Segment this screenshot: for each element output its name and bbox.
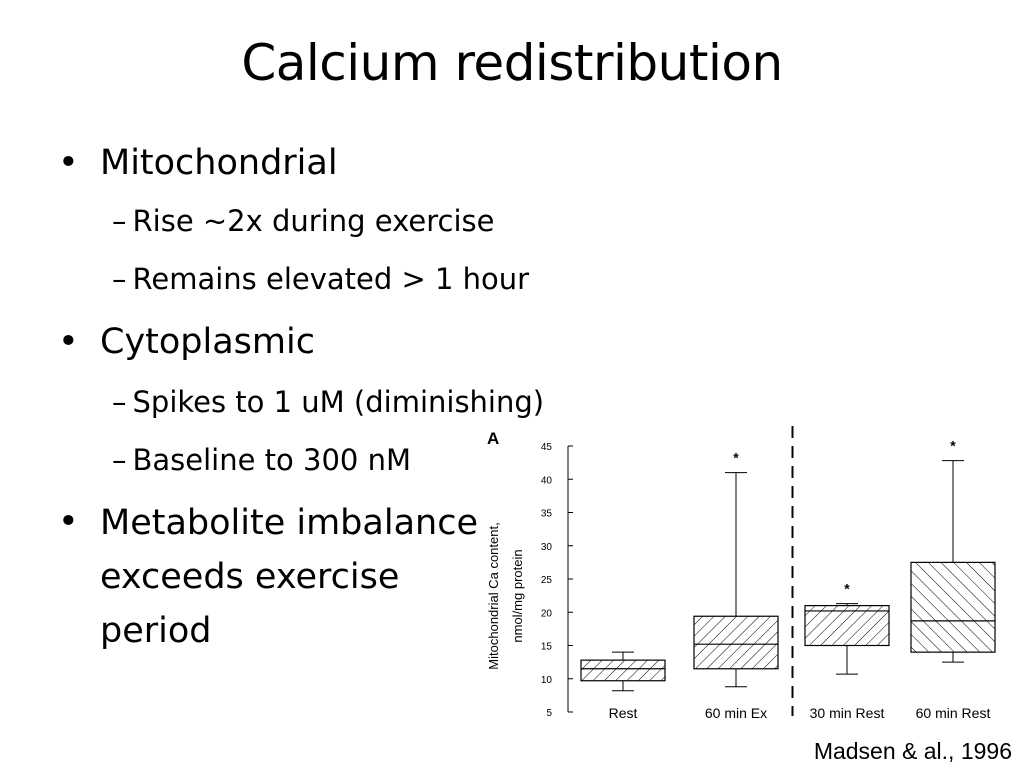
y-tick-label: 25 [540,575,552,586]
box-iqr [694,616,778,669]
citation: Madsen & al., 1996 [813,738,1012,764]
sub-bullet-text: Rise ~2x during exercise [132,204,495,238]
sub-bullet [112,262,529,296]
box-iqr [581,660,665,681]
y-axis-label-line1: Mitochondrial Ca content, [486,522,501,670]
y-tick-label: 10 [540,674,552,686]
sub-bullet-text: Baseline to 300 nM [132,443,411,477]
bullet-dot: • [58,322,79,362]
sub-bullet-text: Remains elevated > 1 hour [132,262,530,296]
sub-bullet [112,443,411,477]
significance-marker: * [733,449,739,466]
significance-marker: * [844,580,850,597]
y-tick-label: 35 [540,508,552,520]
y-tick-label: 30 [540,541,552,553]
panel-label: A [487,429,500,448]
x-category-label: 60 min Ex [704,705,768,721]
slide-title: Calcium redistribution [241,34,783,92]
bullet-dot: • [58,502,79,542]
sub-bullet-dash: – [112,262,127,296]
bullet-text: Mitochondrial [100,143,338,183]
x-category-label: Rest [608,705,638,721]
sub-bullet-dash: – [112,204,127,238]
y-tick-label: 20 [540,608,552,620]
y-tick-label: 45 [540,442,552,453]
y-tick-label: 5 [546,708,552,719]
box-iqr [805,606,889,646]
sub-bullet-dash: – [112,385,127,419]
y-tick-label: 15 [540,641,552,653]
y-axis-label-line2: nmol/mg protein [510,549,525,643]
box-plot-chart [480,420,1016,730]
x-category-label: 30 min Rest [809,705,885,721]
box-iqr [911,562,995,652]
sub-bullet-text: Spikes to 1 uM (diminishing) [132,385,545,419]
bullet-text: Cytoplasmic [100,322,315,362]
y-tick-label: 40 [540,475,552,487]
bullet-text: Metabolite imbalance exceeds exercise period [100,503,478,651]
sub-bullet [112,385,544,419]
bullet-dot: • [58,143,79,183]
sub-bullet [112,204,494,238]
x-category-label: 60 min Rest [915,705,991,721]
significance-marker: * [950,437,956,454]
sub-bullet-dash: – [112,443,127,477]
